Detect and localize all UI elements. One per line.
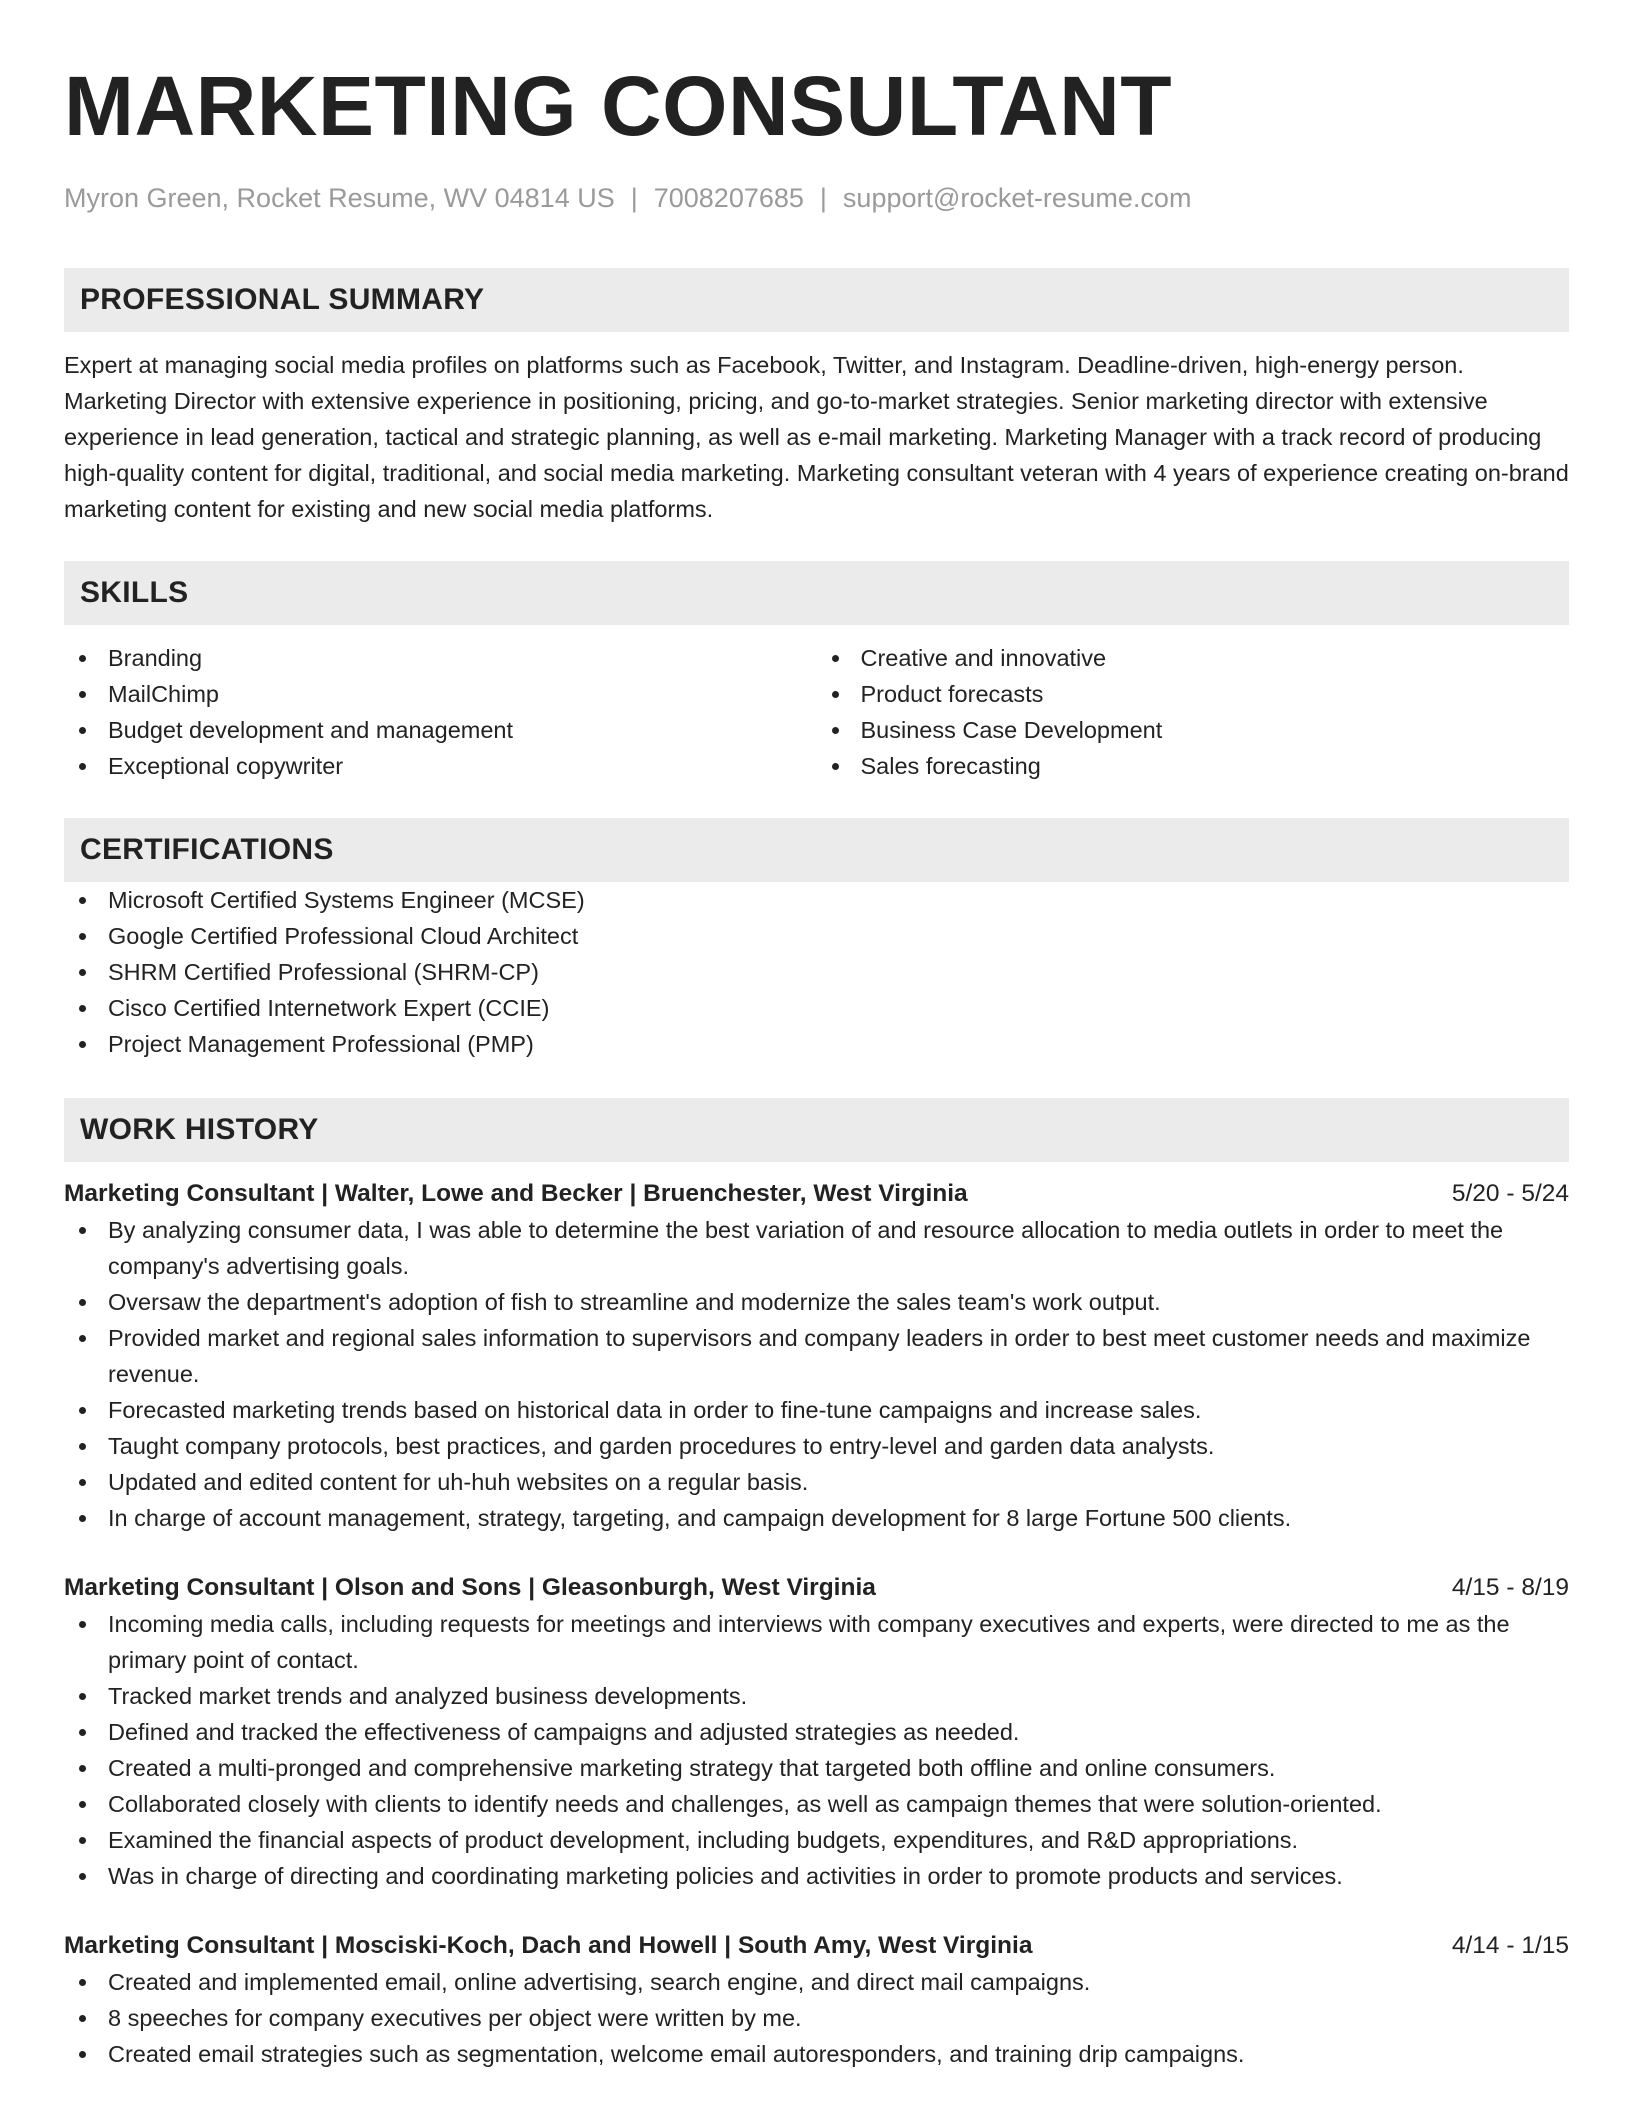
job-bullet: In charge of account management, strategy, targeting, and campaign development for 8 large Fortune 500 clients. [64, 1500, 1569, 1536]
job-bullet: Oversaw the department's adoption of fish to streamline and modernize the sales team's work output. [64, 1284, 1569, 1320]
certification-item: Cisco Certified Internetwork Expert (CCIE) [64, 990, 1569, 1026]
job-entry [64, 1928, 1569, 2072]
job-bullet: Tracked market trends and analyzed business developments. [64, 1678, 1569, 1714]
contact-separator: | [819, 183, 827, 213]
contact-separator: | [630, 183, 638, 213]
skill-item: Creative and innovative [817, 640, 1570, 676]
job-bullets [64, 1606, 1569, 1894]
job-header [64, 1176, 1569, 1212]
contact-line [64, 180, 1569, 216]
skill-item: Exceptional copywriter [64, 748, 817, 784]
job-bullet: Was in charge of directing and coordinating marketing policies and activities in order to promote products and services. [64, 1858, 1569, 1894]
section-heading-summary: PROFESSIONAL SUMMARY [64, 268, 1569, 332]
job-bullet: Created and implemented email, online advertising, search engine, and direct mail campaigns. [64, 1964, 1569, 2000]
skills-list-left [64, 640, 817, 784]
job-bullet: Examined the financial aspects of product development, including budgets, expenditures, and R&D appropriations. [64, 1822, 1569, 1858]
certification-item: Google Certified Professional Cloud Architect [64, 918, 1569, 954]
job-entry [64, 1176, 1569, 1536]
job-header [64, 1928, 1569, 1964]
job-dates: 4/15 - 8/19 [1451, 1574, 1569, 1601]
job-header [64, 1570, 1569, 1606]
job-bullet: Created email strategies such as segmentation, welcome email autoresponders, and training drip campaigns. [64, 2036, 1569, 2072]
job-bullet: Collaborated closely with clients to identify needs and challenges, as well as campaign themes that were solution-oriented. [64, 1786, 1569, 1822]
job-title: Marketing Consultant | Olson and Sons | Gleasonburgh, West Virginia [64, 1574, 876, 1601]
professional-summary-text: Expert at managing social media profiles on platforms such as Facebook, Twitter, and Instagram. Deadline-driven, high-energy person. Marketing Director with extensive experience in positioning, pricing, and go-to-market strategies. Senior marketing director with extensive experience in lead generation, tactical and strategic planning, as well as e-mail marketing. Marketing Manager with a track record of producing high-quality content for digital, traditional, and social media marketing. Marketing consultant veteran with 4 years of experience creating on-brand marketing content for existing and new social media platforms. [64, 352, 1569, 522]
skill-item: Sales forecasting [817, 748, 1570, 784]
job-bullets [64, 1212, 1569, 1536]
job-bullet: Forecasted marketing trends based on historical data in order to fine-tune campaigns and increase sales. [64, 1392, 1569, 1428]
job-bullet: 8 speeches for company executives per object were written by me. [64, 2000, 1569, 2036]
skill-item: Branding [64, 640, 817, 676]
section-heading-certifications: CERTIFICATIONS [64, 818, 1569, 882]
certification-item: Project Management Professional (PMP) [64, 1026, 1569, 1062]
job-dates: 4/14 - 1/15 [1451, 1932, 1569, 1959]
section-heading-skills: SKILLS [64, 561, 1569, 625]
certification-item: Microsoft Certified Systems Engineer (MCSE) [64, 882, 1569, 918]
skill-item: MailChimp [64, 676, 817, 712]
job-entry [64, 1570, 1569, 1894]
job-bullet: Updated and edited content for uh-huh websites on a regular basis. [64, 1464, 1569, 1500]
contact-phone: 7008207685 [653, 183, 804, 213]
skills-list-right [817, 640, 1570, 784]
skill-item: Product forecasts [817, 676, 1570, 712]
job-bullet: Incoming media calls, including requests for meetings and interviews with company executives and experts, were directed to me as the primary point of contact. [64, 1606, 1569, 1678]
job-bullet: By analyzing consumer data, I was able to determine the best variation of and resource allocation to media outlets in order to meet the company's advertising goals. [64, 1212, 1569, 1284]
skills-columns [64, 640, 1569, 784]
skill-item: Budget development and management [64, 712, 817, 748]
contact-email: support@rocket-resume.com [842, 183, 1192, 213]
job-bullet: Provided market and regional sales information to supervisors and company leaders in order to best meet customer needs and maximize revenue. [64, 1320, 1569, 1392]
job-bullets [64, 1964, 1569, 2072]
certifications-list [64, 882, 1569, 1062]
skill-item: Business Case Development [817, 712, 1570, 748]
certification-item: SHRM Certified Professional (SHRM-CP) [64, 954, 1569, 990]
section-heading-work-history: WORK HISTORY [64, 1098, 1569, 1162]
job-title: Marketing Consultant | Walter, Lowe and Becker | Bruenchester, West Virginia [64, 1180, 968, 1207]
job-bullet: Created a multi-pronged and comprehensive marketing strategy that targeted both offline and online consumers. [64, 1750, 1569, 1786]
job-bullet: Taught company protocols, best practices, and garden procedures to entry-level and garden data analysts. [64, 1428, 1569, 1464]
job-bullet: Defined and tracked the effectiveness of campaigns and adjusted strategies as needed. [64, 1714, 1569, 1750]
contact-address: Myron Green, Rocket Resume, WV 04814 US [64, 183, 615, 213]
resume-title: MARKETING CONSULTANT [64, 59, 1173, 153]
job-dates: 5/20 - 5/24 [1451, 1180, 1569, 1207]
job-title: Marketing Consultant | Mosciski-Koch, Dach and Howell | South Amy, West Virginia [64, 1932, 1033, 1959]
